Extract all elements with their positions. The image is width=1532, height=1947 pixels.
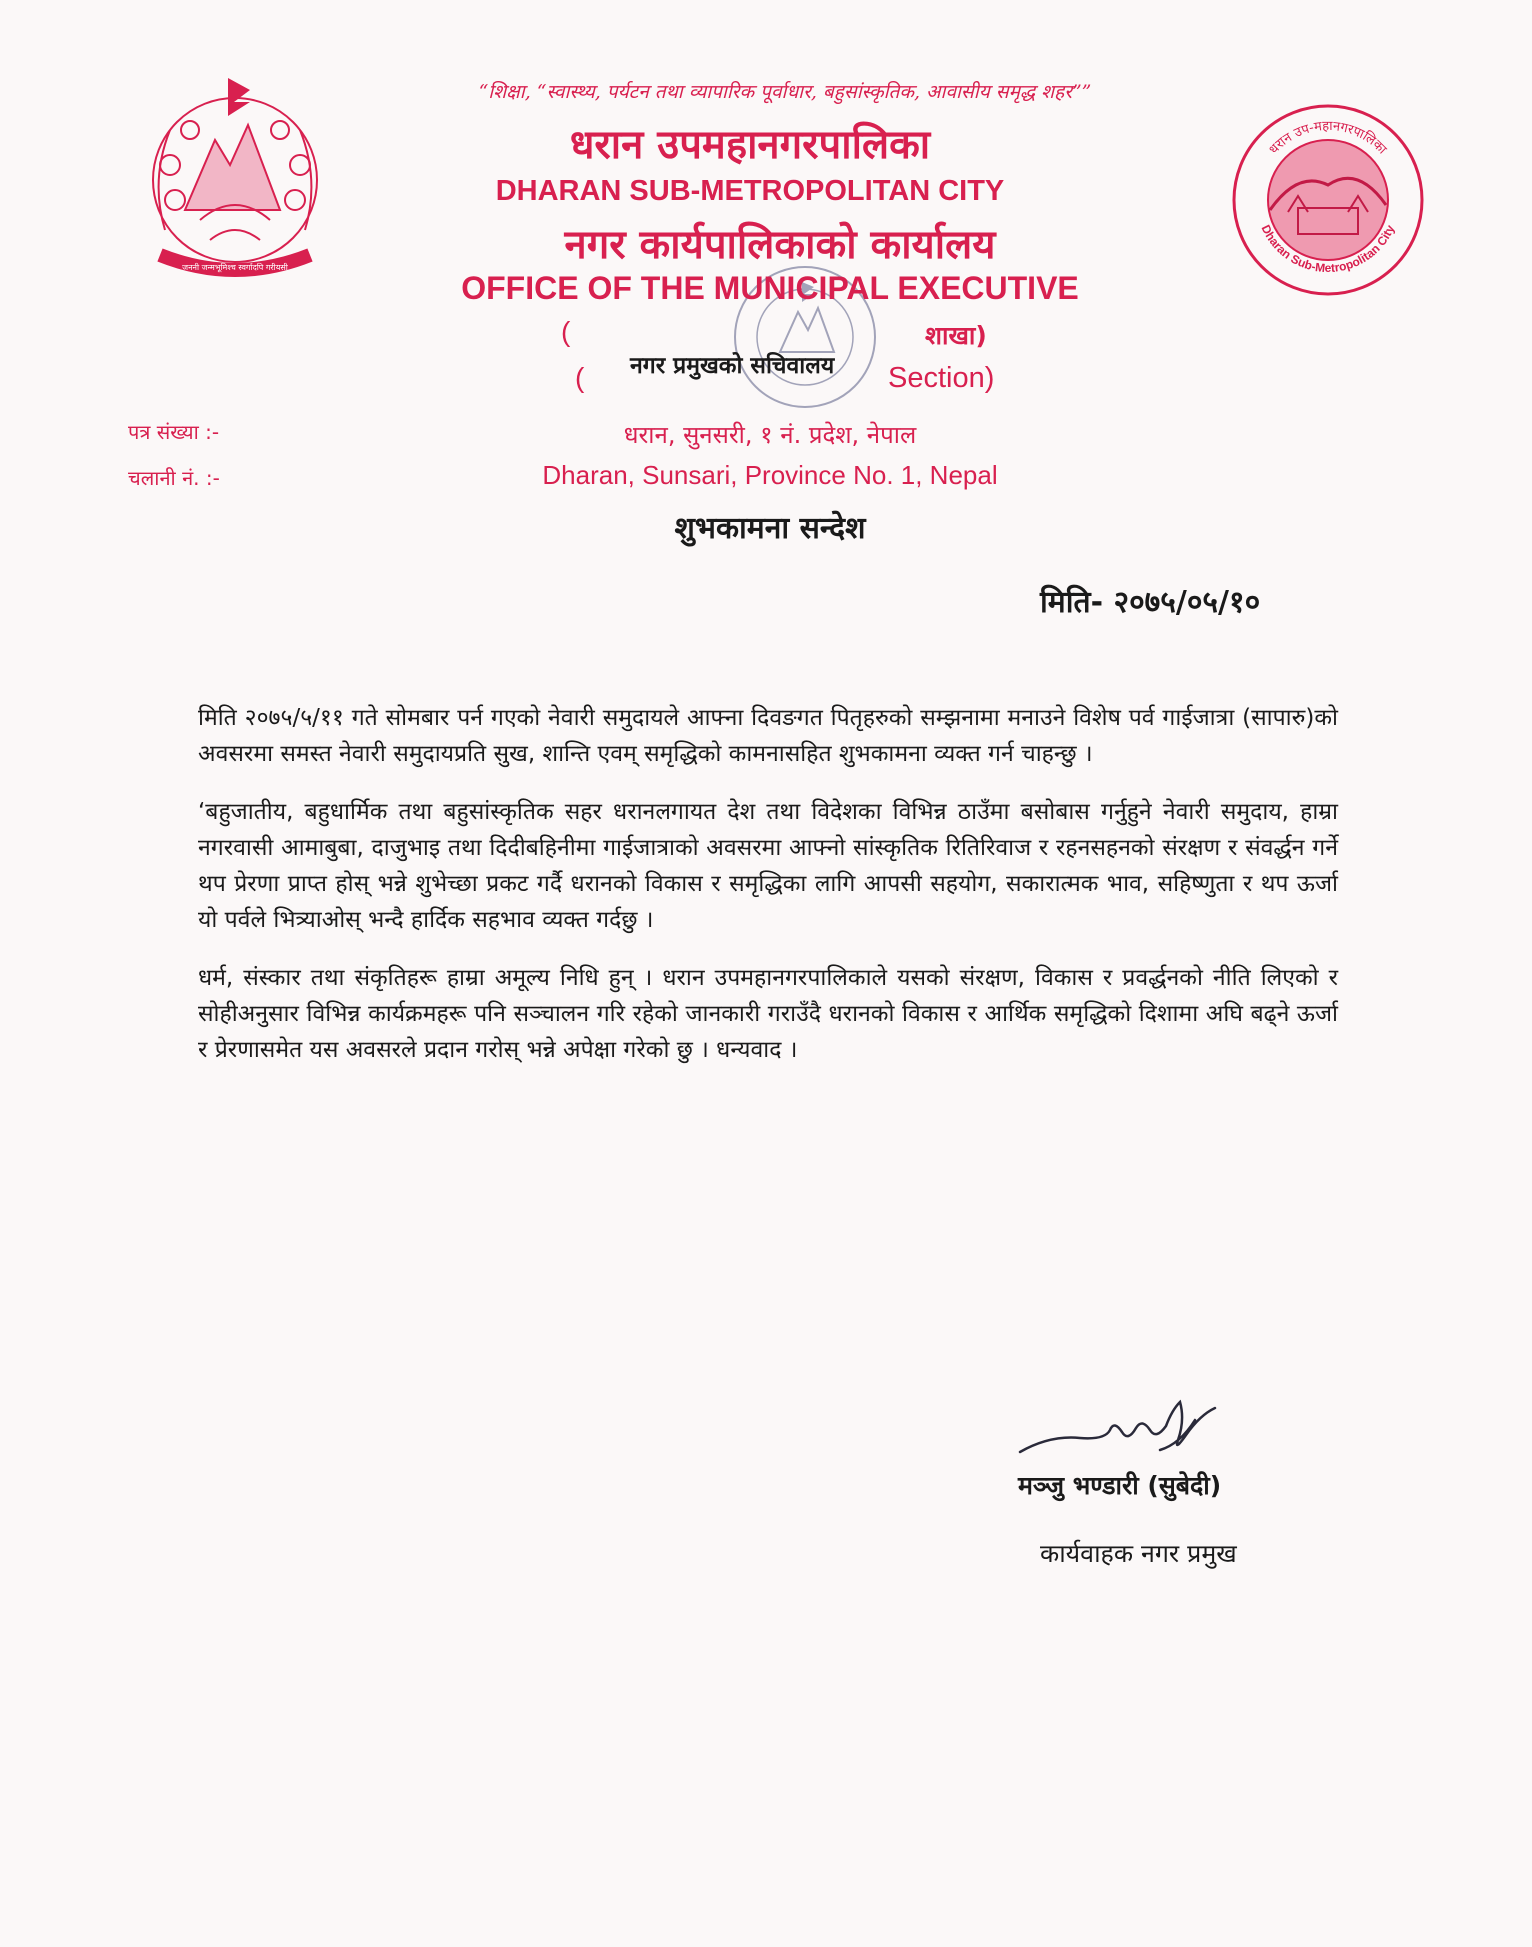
letter-number-label: पत्र संख्या :- — [128, 420, 220, 444]
signatory-name: मञ्जु भण्डारी (सुबेदी) — [1018, 1471, 1222, 1500]
city-name-english: DHARAN SUB-METROPOLITAN CITY — [495, 175, 1005, 207]
body-paragraph-1: मिति २०७५/५/११ गते सोमबार पर्न गएको नेवारी समुदायले आफ्ना दिवङगत पितृहरुको सम्झनामा मनाउने विशेष पर्व गाईजात्रा (सापारु)को अवसरमा समस्त नेवारी समुदायप्रति सुख, शान्ति एवम् समृद्धिको कामनासहित शुभकामना व्यक्त गर्न चाहन्छु । — [198, 705, 1338, 767]
municipality-seal-icon — [1228, 100, 1428, 300]
seal-text-bottom: Dharan Sub-Metropolitan City — [1258, 222, 1398, 276]
branch-label: शाखा) — [925, 321, 987, 350]
body-paragraph-2: ‘बहुजातीय, बहुधार्मिक तथा बहुसांस्कृतिक सहर धरानलगायत देश तथा विदेशका विभिन्न ठाउँमा बसोबास गर्नुहुने नेवारी समुदाय, हाम्रा नगरवासी आमाबुबा, दाजुभाइ तथा दिदीबहिनीमा गाईजात्राको अवसरमा आफ्नो सांस्कृतिक रितिरिवाज र रहनसहनको संरक्षण र संवर्द्धन गर्ने थप प्रेरणा प्राप्त होस् भन्ने शुभेच्छा प्रकट गर्दै धरानको विकास र समृद्धिका लागि आपसी सहयोग, सकारात्मक भाव, सहिष्णुता र थप ऊर्जा यो पर्वले भित्र्याओस् भन्दै हार्दिक सहभाव व्यक्त गर्दछु । — [198, 799, 1338, 933]
letter-subject: शुभकामना सन्देश — [674, 511, 866, 546]
section-filled-value: नगर प्रमुखको सचिवालय — [630, 353, 835, 379]
letter-date: मिति- २०७५/०५/१० — [1040, 585, 1261, 620]
letter-body — [198, 700, 1338, 1090]
address-english: Dharan, Sunsari, Province No. 1, Nepal — [542, 460, 998, 490]
branch-paren-open: ( — [561, 316, 571, 347]
address-nepali: धरान, सुनसरी, १ नं. प्रदेश, नेपाल — [623, 421, 917, 449]
section-paren-open: ( — [575, 362, 585, 393]
body-paragraph-3: धर्म, संस्कार तथा संकृतिहरू हाम्रा अमूल्य निधि हुन् । धरान उपमहानगरपालिकाले यसको संरक्षण, विकास र प्रवर्द्धनको नीति लिएको र सोहीअनुसार विभिन्न कार्यक्रमहरू पनि सञ्चालन गरि रहेको जानकारी गराउँदै धरानको विकास र आर्थिक समृद्धिको दिशामा अघि बढ्ने ऊर्जा र प्रेरणासमेत यस अवसरले प्रदान गरोस् भन्ने अपेक्षा गरेको छु । धन्यवाद । — [198, 965, 1338, 1063]
emblem-motto: जननी जन्मभूमिश्च स्वर्गादपि गरीयसी — [182, 263, 288, 272]
handwritten-signature — [1010, 1380, 1270, 1470]
seal-text-top: धरान उप-महानगरपालिका — [1266, 118, 1390, 158]
nepal-emblem-icon — [130, 70, 340, 285]
city-motto: “शिक्षा, “स्वास्थ्य, पर्यटन तथा व्यापारिक पूर्वाधार, बहुसांस्कृतिक, आवासीय समृद्ध शहर”” — [478, 81, 1092, 103]
office-name-nepali: नगर कार्यपालिकाको कार्यालय — [564, 222, 996, 268]
dispatch-number-label: चलानी नं. :- — [128, 466, 220, 490]
signatory-title: कार्यवाहक नगर प्रमुख — [1040, 1539, 1237, 1568]
section-label: Section) — [888, 362, 995, 394]
office-name-english: OFFICE OF THE MUNICIPAL EXECUTIVE — [461, 270, 1079, 306]
city-name-nepali: धरान उपमहानगरपालिका — [569, 122, 931, 168]
